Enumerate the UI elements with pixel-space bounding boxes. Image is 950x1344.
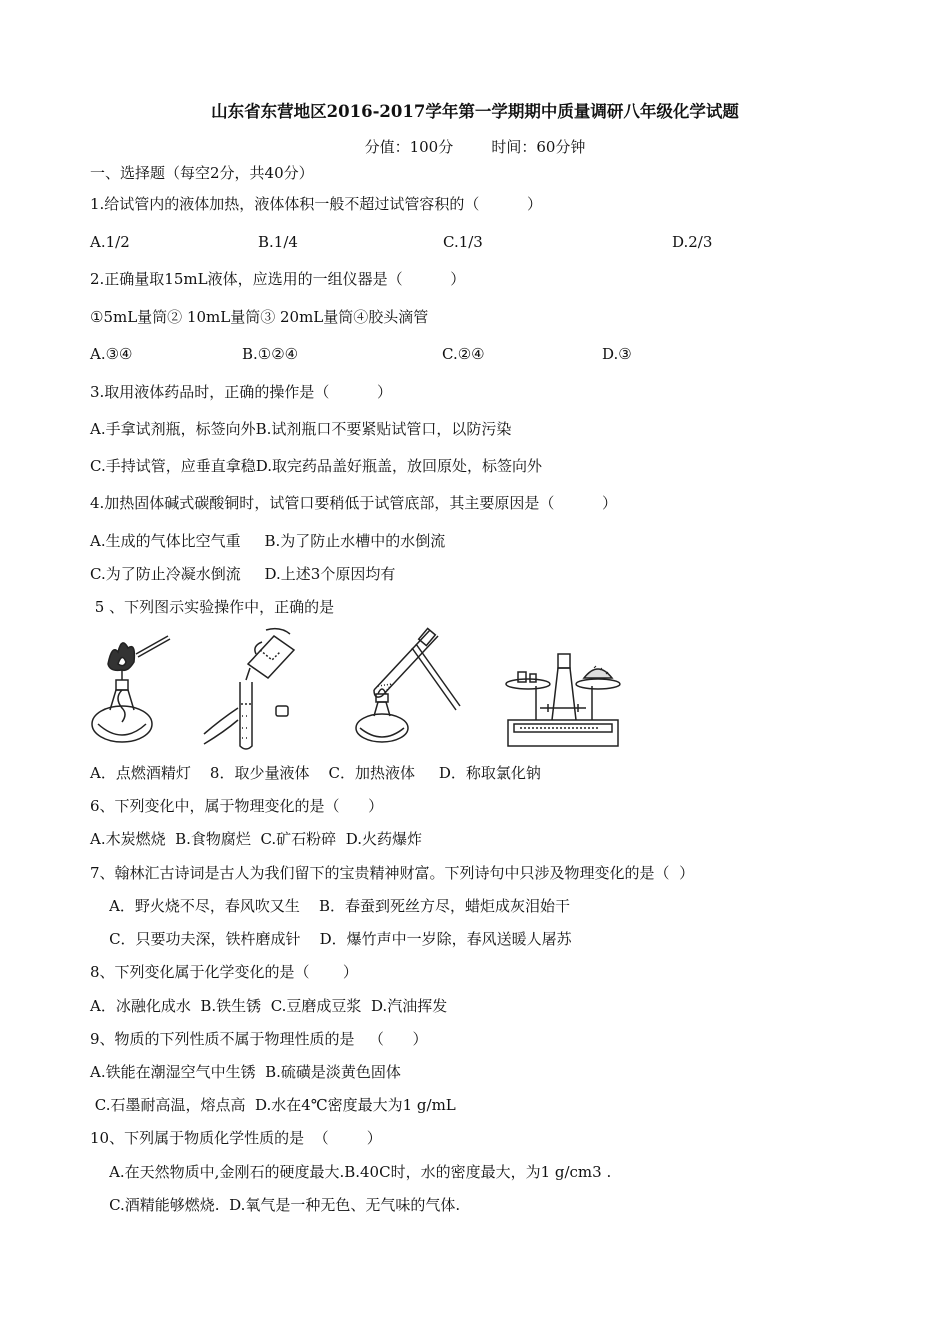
q10-options-line2: C.酒精能够燃烧. D.氧气是一种无色、无气味的气体. bbox=[90, 1196, 461, 1214]
q5-options: A．点燃酒精灯 8．取少量液体 C．加热液体 D．称取氯化钠 bbox=[90, 764, 541, 782]
q10-options-line1: A.在天然物质中,金刚石的硬度最大.B.40C时，水的密度最大，为1 g/cm3 . bbox=[90, 1163, 612, 1181]
question-9-stem: 9、物质的下列性质不属于物理性质的是 （ ） bbox=[90, 1030, 428, 1048]
q2-option-c: C.②④ bbox=[442, 345, 485, 363]
question-4-stem: 4.加热固体碱式碳酸铜时，试管口要稍低于试管底部，其主要原因是（ ） bbox=[90, 494, 617, 512]
q4-options-line1: A.生成的气体比空气重 B.为了防止水槽中的水倒流 bbox=[90, 532, 446, 550]
q2-option-b: B.①②④ bbox=[242, 345, 299, 363]
q1-option-b: B.1/4 bbox=[258, 233, 298, 251]
q9-options-line1: A.铁能在潮湿空气中生锈 B.硫磺是淡黄色固体 bbox=[90, 1063, 401, 1081]
q1-option-c: C.1/3 bbox=[443, 233, 483, 251]
exam-meta: 分值：100分 时间：60分钟 bbox=[364, 138, 586, 156]
q3-options-line1: A.手拿试剂瓶，标签向外B.试剂瓶口不要紧贴试管口，以防污染 bbox=[90, 420, 512, 438]
question-7-stem: 7、翰林汇古诗词是古人为我们留下的宝贵精神财富。下列诗句中只涉及物理变化的是（ ） bbox=[90, 864, 695, 882]
q1-option-a: A.1/2 bbox=[90, 233, 130, 251]
question-8-stem: 8、下列变化属于化学变化的是（ ） bbox=[90, 963, 358, 981]
question-3-stem: 3.取用液体药品时，正确的操作是（ ） bbox=[90, 383, 392, 401]
heating-liquid-figure bbox=[352, 624, 472, 752]
question-2-stem: 2.正确量取15mL液体，应选用的一组仪器是（ ） bbox=[90, 270, 466, 288]
question-5-stem: 5 、下列图示实验操作中，正确的是 bbox=[90, 598, 335, 616]
q2-option-d: D.③ bbox=[602, 345, 632, 363]
alcohol-lamp-figure bbox=[88, 624, 198, 752]
q9-options-line2: C.石墨耐高温，熔点高 D.水在4℃密度最大为1 g/mL bbox=[90, 1096, 456, 1114]
section-heading: 一、选择题（每空2分，共40分） bbox=[90, 164, 314, 182]
experiment-figures bbox=[88, 624, 628, 756]
question-10-stem: 10、下列属于物质化学性质的是 （ ） bbox=[90, 1129, 382, 1147]
q4-options-line2: C.为了防止冷凝水倒流 D.上述3个原因均有 bbox=[90, 565, 396, 583]
question-1-stem: 1.给试管内的液体加热，液体体积一般不超过试管容积的（ ） bbox=[90, 195, 542, 213]
pouring-liquid-figure bbox=[200, 624, 310, 752]
q3-options-line2: C.手持试管，应垂直拿稳D.取完药品盖好瓶盖，放回原处，标签向外 bbox=[90, 457, 542, 475]
q2-option-a: A.③④ bbox=[90, 345, 133, 363]
page-title: 山东省东营地区2016-2017学年第一学期期中质量调研八年级化学试题 bbox=[211, 102, 739, 121]
question-6-stem: 6、下列变化中，属于物理变化的是（ ） bbox=[90, 797, 384, 815]
question-2-instruments: ①5mL量筒② 10mL量筒③ 20mL量筒④胶头滴管 bbox=[90, 308, 429, 326]
balance-scale-figure bbox=[500, 624, 626, 752]
q7-options-line1: A．野火烧不尽，春风吹又生 B．春蚕到死丝方尽，蜡炬成灰泪始干 bbox=[90, 897, 571, 915]
q8-options: A．冰融化成水 B.铁生锈 C.豆磨成豆浆 D.汽油挥发 bbox=[90, 997, 448, 1015]
q1-option-d: D.2/3 bbox=[672, 233, 713, 251]
q7-options-line2: C．只要功夫深，铁杵磨成针 D．爆竹声中一岁除，春风送暖人屠苏 bbox=[90, 930, 572, 948]
q6-options: A.木炭燃烧 B.食物腐烂 C.矿石粉碎 D.火药爆炸 bbox=[90, 830, 422, 848]
